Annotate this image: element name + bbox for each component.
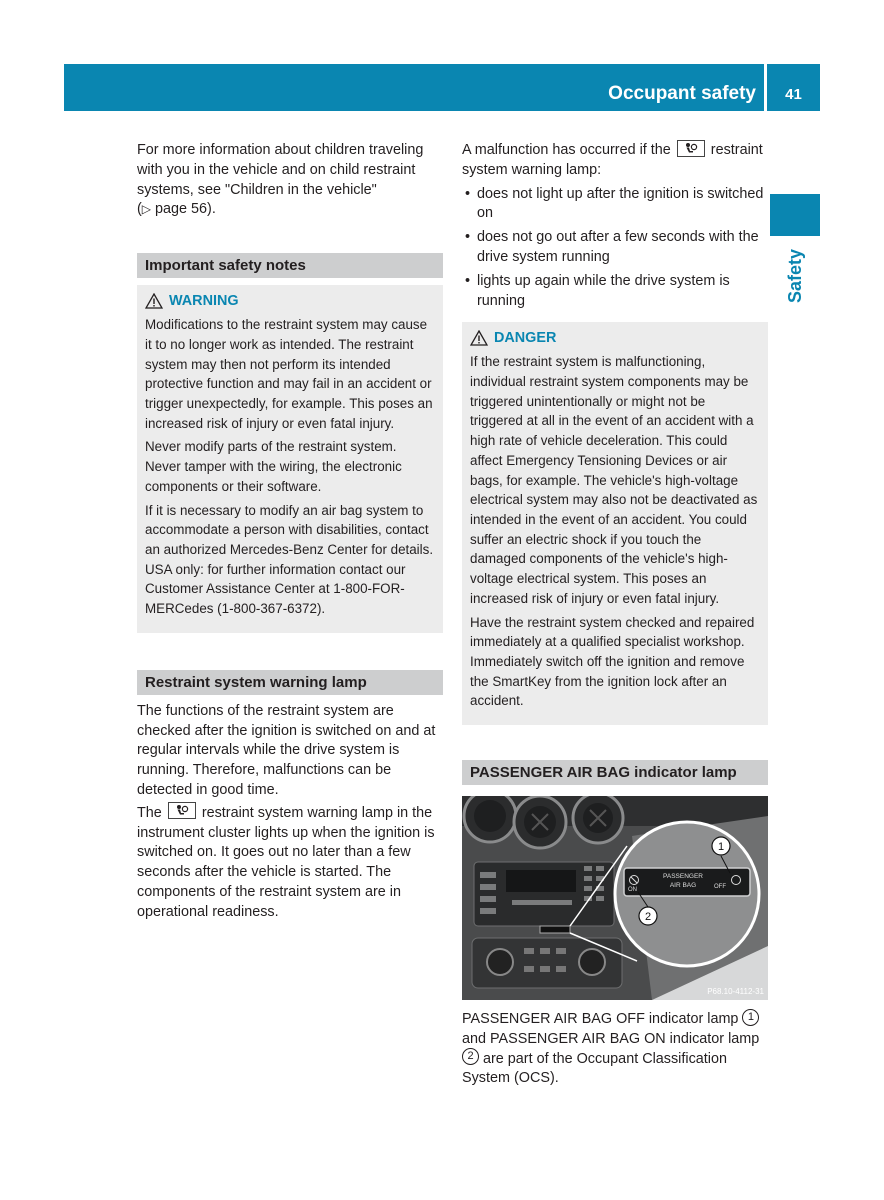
callout-1: 1	[717, 841, 725, 854]
airbag-person-icon	[175, 804, 189, 818]
warning-p3: If it is necessary to modify an air bag system to accommodate a person with disabilities, contact an authorized Mercedes-Benz Center for details. USA only: for further information contact our Customer Assistance Center at 1-800-FOR-MERCedes (1-800-367-6372).	[145, 502, 434, 617]
airbag-person-icon	[684, 142, 698, 156]
side-tab-label: Safety	[785, 248, 805, 304]
caption-part-b: and PASSENGER AIR BAG ON indicator lamp	[462, 1030, 760, 1047]
list-item: • does not go out after a few seconds with the drive system running	[462, 228, 768, 268]
restraint-lamp-heading: Restraint system warning lamp	[137, 670, 443, 695]
dashboard-illustration	[462, 796, 768, 1000]
right-column	[462, 141, 768, 1092]
lamp-p2-after: restraint system warning lamp in the instrument cluster lights up when the ignition is switched on. It goes out no later than a few seconds after the vehicle is started. The components of the restraint system are in operational readiness.	[137, 804, 435, 920]
lamp-paragraph-2	[137, 804, 443, 923]
malfunction-list	[462, 185, 768, 312]
page-ref-arrow-icon: ▷	[141, 202, 152, 217]
panel-line-1: PASSENGER	[663, 873, 703, 881]
warning-p1: Modifications to the restraint system may cause it to no longer work as intended. The restraint system may then not perform its intended protective function and may fail in an accident or trigger unexpectedly, for example. This poses an increased risk of injury or even fatal injury.	[145, 317, 433, 431]
dashboard-photo	[462, 796, 768, 1000]
malfunction-intro	[462, 141, 768, 181]
left-column	[137, 141, 443, 926]
airbag-indicator-heading: PASSENGER AIR BAG indicator lamp	[462, 760, 768, 785]
restraint-lamp-icon-2	[677, 140, 705, 157]
figure-code: P68.10-4112-31	[707, 987, 764, 997]
callout-2: 2	[644, 911, 652, 924]
warning-p2: Never modify parts of the restraint system. Never tamper with the wiring, the electronic components or their software.	[145, 439, 402, 494]
danger-title-text: DANGER	[494, 330, 557, 347]
callout-1-ref: 1	[742, 1009, 759, 1026]
warning-triangle-icon	[145, 293, 163, 309]
on-label: ON	[628, 887, 637, 894]
restraint-lamp-icon	[168, 802, 196, 819]
header-bar	[64, 64, 820, 111]
warning-triangle-icon	[470, 330, 488, 346]
off-label: OFF	[714, 884, 726, 891]
danger-box	[462, 322, 768, 725]
warning-title-text: WARNING	[169, 293, 239, 310]
panel-line-2: AIR BAG	[669, 882, 697, 890]
warning-title	[145, 291, 435, 311]
figure-caption	[462, 1010, 768, 1089]
warning-box	[137, 285, 443, 633]
danger-title	[470, 328, 760, 348]
danger-p2: Have the restraint system checked and repaired immediately at a qualified specialist workshop. Immediately switch off the ignition and remove the SmartKey from the ignition lock after an accident.	[470, 614, 755, 709]
malfunction-after: restraint system warning lamp:	[462, 142, 763, 178]
intro-paragraph: For more information about children traveling with you in the vehicle and on child restraint systems, see "Children in the vehicle" (▷ page 56).	[137, 142, 424, 218]
danger-p1: If the restraint system is malfunctioning, individual restraint system components may be triggered unintentionally or might not be triggered at all in the event of an accident with a high rate of vehicle deceleration. This could affect Emergency Tensioning Devices or air bags, for example. The vehicle's high-voltage electrical system may also not be deactivated as intended in the event of an accident. You could suffer an electric shock if you touch the damaged components of the vehicle's high-voltage electrical system. This poses an increased risk of injury or even fatal injury.	[470, 354, 758, 606]
caption-part-c: are part of the Occupant Classification System (OCS).	[462, 1050, 727, 1087]
section-title: Occupant safety	[608, 83, 756, 104]
intro-page-ref[interactable]: page 56).	[155, 201, 216, 218]
list-item: • lights up again while the drive system is running	[462, 272, 768, 312]
callout-2-ref: 2	[462, 1048, 479, 1065]
lamp-p2-before: The	[137, 804, 162, 821]
important-safety-heading: Important safety notes	[137, 253, 443, 278]
caption-part-a: PASSENGER AIR BAG OFF indicator lamp	[462, 1011, 739, 1028]
list-item: • does not light up after the ignition is switched on	[462, 185, 768, 225]
intro-text: For more information about children traveling with you in the vehicle and on child restraint systems, see "Children in the vehicle"	[137, 142, 424, 198]
page-number: 41	[785, 86, 802, 103]
malfunction-before: A malfunction has occurred if the	[462, 142, 671, 158]
lamp-paragraph-1: The functions of the restraint system are checked after the ignition is switched on and at regular intervals while the drive system is running. Therefore, malfunctions can be detected in good time.	[137, 702, 436, 798]
